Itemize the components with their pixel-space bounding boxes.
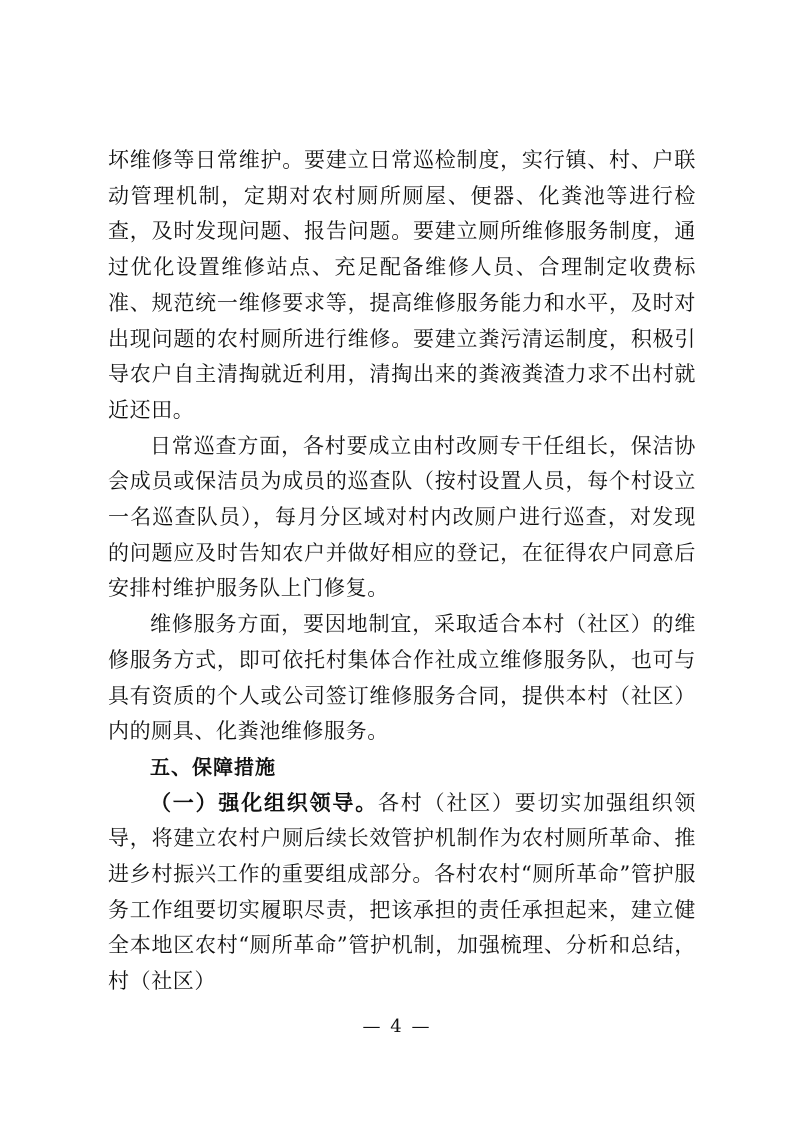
section-heading: 五、保障措施 xyxy=(150,754,276,779)
paragraph-organization-leadership xyxy=(108,786,696,1000)
body-text xyxy=(108,143,696,1000)
page-number: — 4 — xyxy=(362,1016,432,1037)
paragraph-lead: （一）强化组织领导。 xyxy=(150,790,378,815)
paragraph-repair-service: 维修服务方面，要因地制宜，采取适合本村（社区）的维修服务方式，即可依托村集体合作社成立维修服务队，也可与具有资质的个人或公司签订维修服务合同，提供本村（社区）内的厕具、化粪池维修服务。 xyxy=(108,612,696,744)
paragraph-daily-inspection: 日常巡查方面，各村要成立由村改厕专干任组长，保洁协会成员或保洁员为成员的巡查队（按村设置人员，每个村设立一名巡查队员），每月分区域对村内改厕户进行巡查，对发现的问题应及时告知农户并做好相应的登记，在征得农户同意后安排村维护服务队上门修复。 xyxy=(108,433,696,601)
paragraph-maintenance-systems: 坏维修等日常维护。要建立日常巡检制度，实行镇、村、户联动管理机制，定期对农村厕所厕屋、便器、化粪池等进行检查，及时发现问题、报告问题。要建立厕所维修服务制度，通过优化设置维修站点、充足配备维修人员、合理制定收费标准、规范统一维修要求等，提高维修服务能力和水平，及时对出现问题的农村厕所进行维修。要建立粪污清运制度，积极引导农户自主清掏就近利用，清掏出来的粪液粪渣力求不出村就近还田。 xyxy=(108,148,696,422)
paragraph-body: 各村（社区）要切实加强组织领导，将建立农村户厕后续长效管护机制作为农村厕所革命、推进乡村振兴工作的重要组成部分。各村农村“厕所革命”管护服务工作组要切实履职尽责，把该承担的责任承担起来，建立健全本地区农村“厕所革命”管护机制，加强梳理、分析和总结，村（社区） xyxy=(108,790,696,994)
